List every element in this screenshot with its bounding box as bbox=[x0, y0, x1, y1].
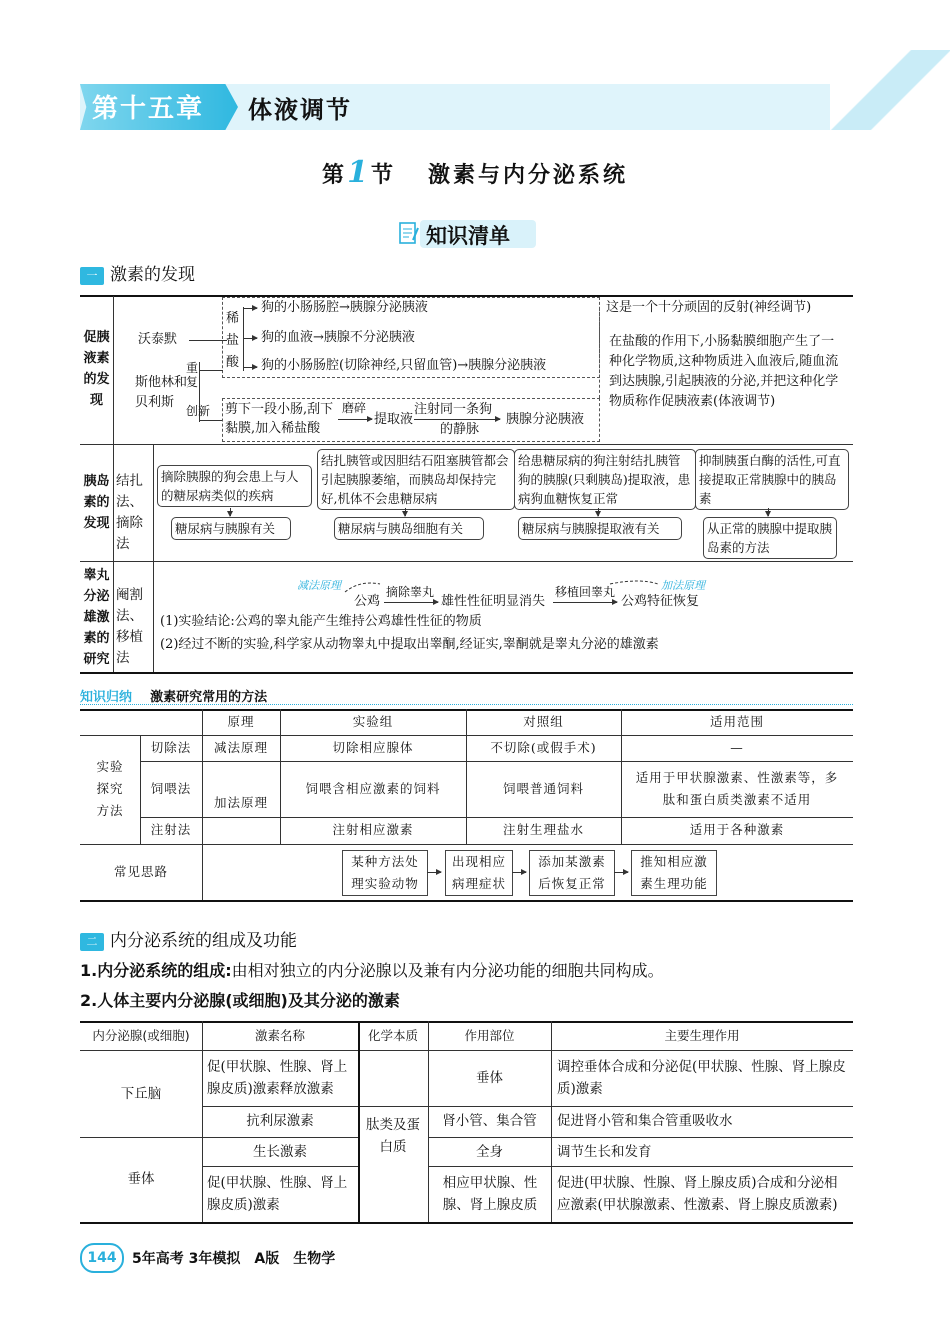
ctrl-feed: 饲喂普通饲料 bbox=[502, 781, 584, 796]
extract-label: 提取液 bbox=[374, 412, 414, 427]
acid-label: 稀盐酸 bbox=[226, 311, 240, 370]
function-1: 调控垂体合成和分泌促(甲状腺、性腺、肾上腺皮质)激素 bbox=[557, 1059, 846, 1097]
insulin-step-3: 给患糖尿病的狗注射结扎胰管狗的胰腺(只剩胰岛)提取液，患病狗血糖恢复正常 bbox=[514, 449, 696, 510]
part1-heading: 一 激素的发现 bbox=[80, 260, 195, 285]
exp-inject: 注射相应激素 bbox=[332, 822, 414, 837]
insulin-step-2: 结扎胰管或因胆结石阻塞胰管都会引起胰腺萎缩，而胰岛却保持完好,机体不会患糖尿病 bbox=[317, 449, 515, 510]
flow-step-3: 添加某激素后恢复正常 bbox=[529, 850, 615, 896]
exp-1: 狗的小肠肠腔→胰腺分泌胰液 bbox=[261, 300, 428, 315]
hormone-1: 促(甲状腺、性腺、肾上腺皮质)激素释放激素 bbox=[207, 1059, 348, 1097]
repeat-label: 重复 bbox=[186, 361, 199, 389]
chem-nature: 肽类及蛋白质 bbox=[366, 1117, 420, 1155]
badge-label: 知识清单 bbox=[426, 224, 510, 248]
summary-tag: 知识归纳 bbox=[80, 690, 133, 705]
paragraph-2: 2.人体主要内分泌腺(或细胞)及其分泌的激素 bbox=[80, 991, 400, 1010]
page-number: 144 bbox=[80, 1243, 124, 1273]
exp-2: 狗的血液→胰腺不分泌胰液 bbox=[261, 330, 415, 345]
corner-decoration bbox=[830, 50, 950, 130]
paragraph-1: 1.内分泌系统的组成:由相对独立的内分泌腺以及兼有内分泌功能的细胞共同构成。 bbox=[80, 961, 664, 980]
flow-step-4: 推知相应激素生理功能 bbox=[631, 850, 717, 896]
researcher-1: 沃泰默 bbox=[138, 332, 178, 347]
hormone-4: 促(甲状腺、性腺、肾上腺皮质)激素 bbox=[207, 1175, 348, 1213]
exp-cut: 切除相应腺体 bbox=[332, 740, 414, 755]
exp-feed: 饲喂含相应激素的饲料 bbox=[305, 781, 441, 796]
scope-feed: 适用于甲状腺激素、性激素等，多肽和蛋白质类激素不适用 bbox=[635, 770, 839, 807]
knowledge-list-badge bbox=[398, 218, 534, 250]
method-feed: 饲喂法 bbox=[150, 781, 192, 796]
inject-step-1: 注射同一条狗 bbox=[414, 402, 493, 417]
note-reflex: 这是一个十分顽固的反射(神经调节) bbox=[606, 300, 812, 315]
grind-label: 磨碎 bbox=[342, 401, 367, 415]
row-label-secretin: 促胰液素的发现 bbox=[83, 330, 110, 408]
cut-step-1: 剪下一段小肠,刮下 bbox=[225, 402, 334, 417]
target-4: 相应甲状腺、性腺、肾上腺皮质 bbox=[442, 1175, 538, 1213]
remove-testis: 摘除睾丸 bbox=[386, 585, 435, 599]
col-control: 对照组 bbox=[523, 714, 564, 729]
principle-add: 加法原理 bbox=[213, 795, 268, 810]
trait-lost: 雄性性征明显消失 bbox=[441, 594, 546, 609]
principle-sub: 减法原理 bbox=[213, 740, 268, 755]
rooster-label: 公鸡 bbox=[354, 594, 381, 609]
innovation-label: 创新 bbox=[186, 404, 211, 418]
secrete-result: 胰腺分泌胰液 bbox=[506, 412, 585, 427]
scope-inject: 适用于各种激素 bbox=[689, 822, 785, 837]
summary-heading bbox=[80, 686, 267, 705]
chapter-title: 体液调节 bbox=[248, 96, 352, 124]
testis-conclusion-2: (2)经过不断的实验,科学家从动物睾丸中提取出睾酮,经证实,睾酮就是睾丸分泌的雄激素 bbox=[160, 637, 659, 652]
hormone-2: 抗利尿激素 bbox=[246, 1113, 314, 1129]
row-label-testis: 睾丸分泌雄激素的研究 bbox=[83, 568, 110, 667]
col-experiment: 实验组 bbox=[352, 714, 394, 729]
gland-pituitary: 垂体 bbox=[127, 1171, 155, 1187]
col-scope: 适用范围 bbox=[709, 714, 764, 729]
inject-step-2: 的静脉 bbox=[440, 422, 480, 437]
function-4: 促进(甲状腺、性腺、肾上腺皮质)合成和分泌相应激素(甲状腺激素、性激素、肾上腺皮质激素) bbox=[557, 1175, 838, 1213]
col-chemistry: 化学本质 bbox=[367, 1028, 418, 1043]
col-target: 作用部位 bbox=[464, 1028, 515, 1043]
function-2: 促进肾小管和集合管重吸收水 bbox=[557, 1113, 733, 1129]
function-3: 调节生长和发育 bbox=[557, 1144, 652, 1160]
gland-hypothalamus: 下丘脑 bbox=[120, 1086, 162, 1102]
testis-conclusion-1: (1)实验结论:公鸡的睾丸能产生维持公鸡雄性性征的物质 bbox=[160, 614, 482, 629]
ctrl-inject: 注射生理盐水 bbox=[502, 822, 584, 837]
insulin-conclusion-4: 从正常的胰腺中提取胰岛素的方法 bbox=[703, 517, 837, 559]
method-group-label: 实验探究方法 bbox=[96, 759, 124, 818]
scope-cut: — bbox=[730, 740, 744, 755]
addition-principle: 加法原理 bbox=[661, 579, 705, 592]
testis-method: 阉割法、移植法 bbox=[116, 587, 143, 666]
chapter-label: 第十五章 bbox=[92, 94, 205, 124]
summary-title: 激素研究常用的方法 bbox=[150, 690, 268, 705]
col-hormone: 激素名称 bbox=[254, 1028, 305, 1043]
exp-3: 狗的小肠肠腔(切除神经,只留血管)→胰腺分泌胰液 bbox=[261, 358, 547, 373]
book-title: 5年高考 3年模拟 A版 生物学 bbox=[132, 1251, 336, 1267]
subtraction-principle: 减法原理 bbox=[297, 579, 341, 592]
cut-step-2: 黏膜,加入稀盐酸 bbox=[225, 421, 321, 436]
target-3: 全身 bbox=[476, 1144, 503, 1160]
method-inject: 注射法 bbox=[150, 822, 192, 837]
insulin-step-1: 摘除胰腺的狗会患上与人的糖尿病类似的疾病 bbox=[157, 465, 312, 507]
part2-heading: 二 内分泌系统的组成及功能 bbox=[80, 926, 297, 951]
insulin-conclusion-1: 糖尿病与胰腺有关 bbox=[171, 517, 291, 540]
hormone-3: 生长激素 bbox=[253, 1144, 307, 1160]
transplant-testis: 移植回睾丸 bbox=[555, 585, 616, 599]
section-title: 第1节 激素与内分泌系统 bbox=[322, 155, 628, 190]
method-cut: 切除法 bbox=[150, 740, 192, 755]
target-1: 垂体 bbox=[476, 1070, 503, 1086]
trait-restored: 公鸡特征恢复 bbox=[621, 594, 700, 609]
col-principle: 原理 bbox=[227, 714, 255, 729]
flow-step-1: 某种方法处理实验动物 bbox=[342, 850, 428, 896]
insulin-method: 结扎法、摘除法 bbox=[116, 473, 143, 552]
notebook-icon bbox=[398, 220, 420, 246]
approach-label: 常见思路 bbox=[113, 864, 168, 879]
row-label-insulin: 胰岛素的发现 bbox=[83, 474, 110, 531]
insulin-conclusion-2: 糖尿病与胰岛细胞有关 bbox=[334, 517, 484, 540]
note-secretin: 在盐酸的作用下,小肠黏膜细胞产生了一种化学物质,这种物质进入血液后,随血流到达胰腺,引起胰液的分泌,并把这种化学物质称作促胰液素(体液调节) bbox=[609, 334, 839, 409]
col-function: 主要生理作用 bbox=[664, 1028, 740, 1043]
insulin-step-4: 抑制胰蛋白酶的活性,可直接提取正常胰腺中的胰岛素 bbox=[695, 449, 849, 510]
ctrl-cut: 不切除(或假手术) bbox=[490, 740, 597, 755]
col-gland: 内分泌腺(或细胞) bbox=[92, 1028, 190, 1043]
researcher-2: 斯他林和贝利斯 bbox=[135, 375, 188, 410]
target-2: 肾小管、集合管 bbox=[442, 1113, 537, 1129]
flow-step-2: 出现相应病理症状 bbox=[445, 850, 513, 896]
insulin-conclusion-3: 糖尿病与胰腺提取液有关 bbox=[518, 517, 682, 540]
